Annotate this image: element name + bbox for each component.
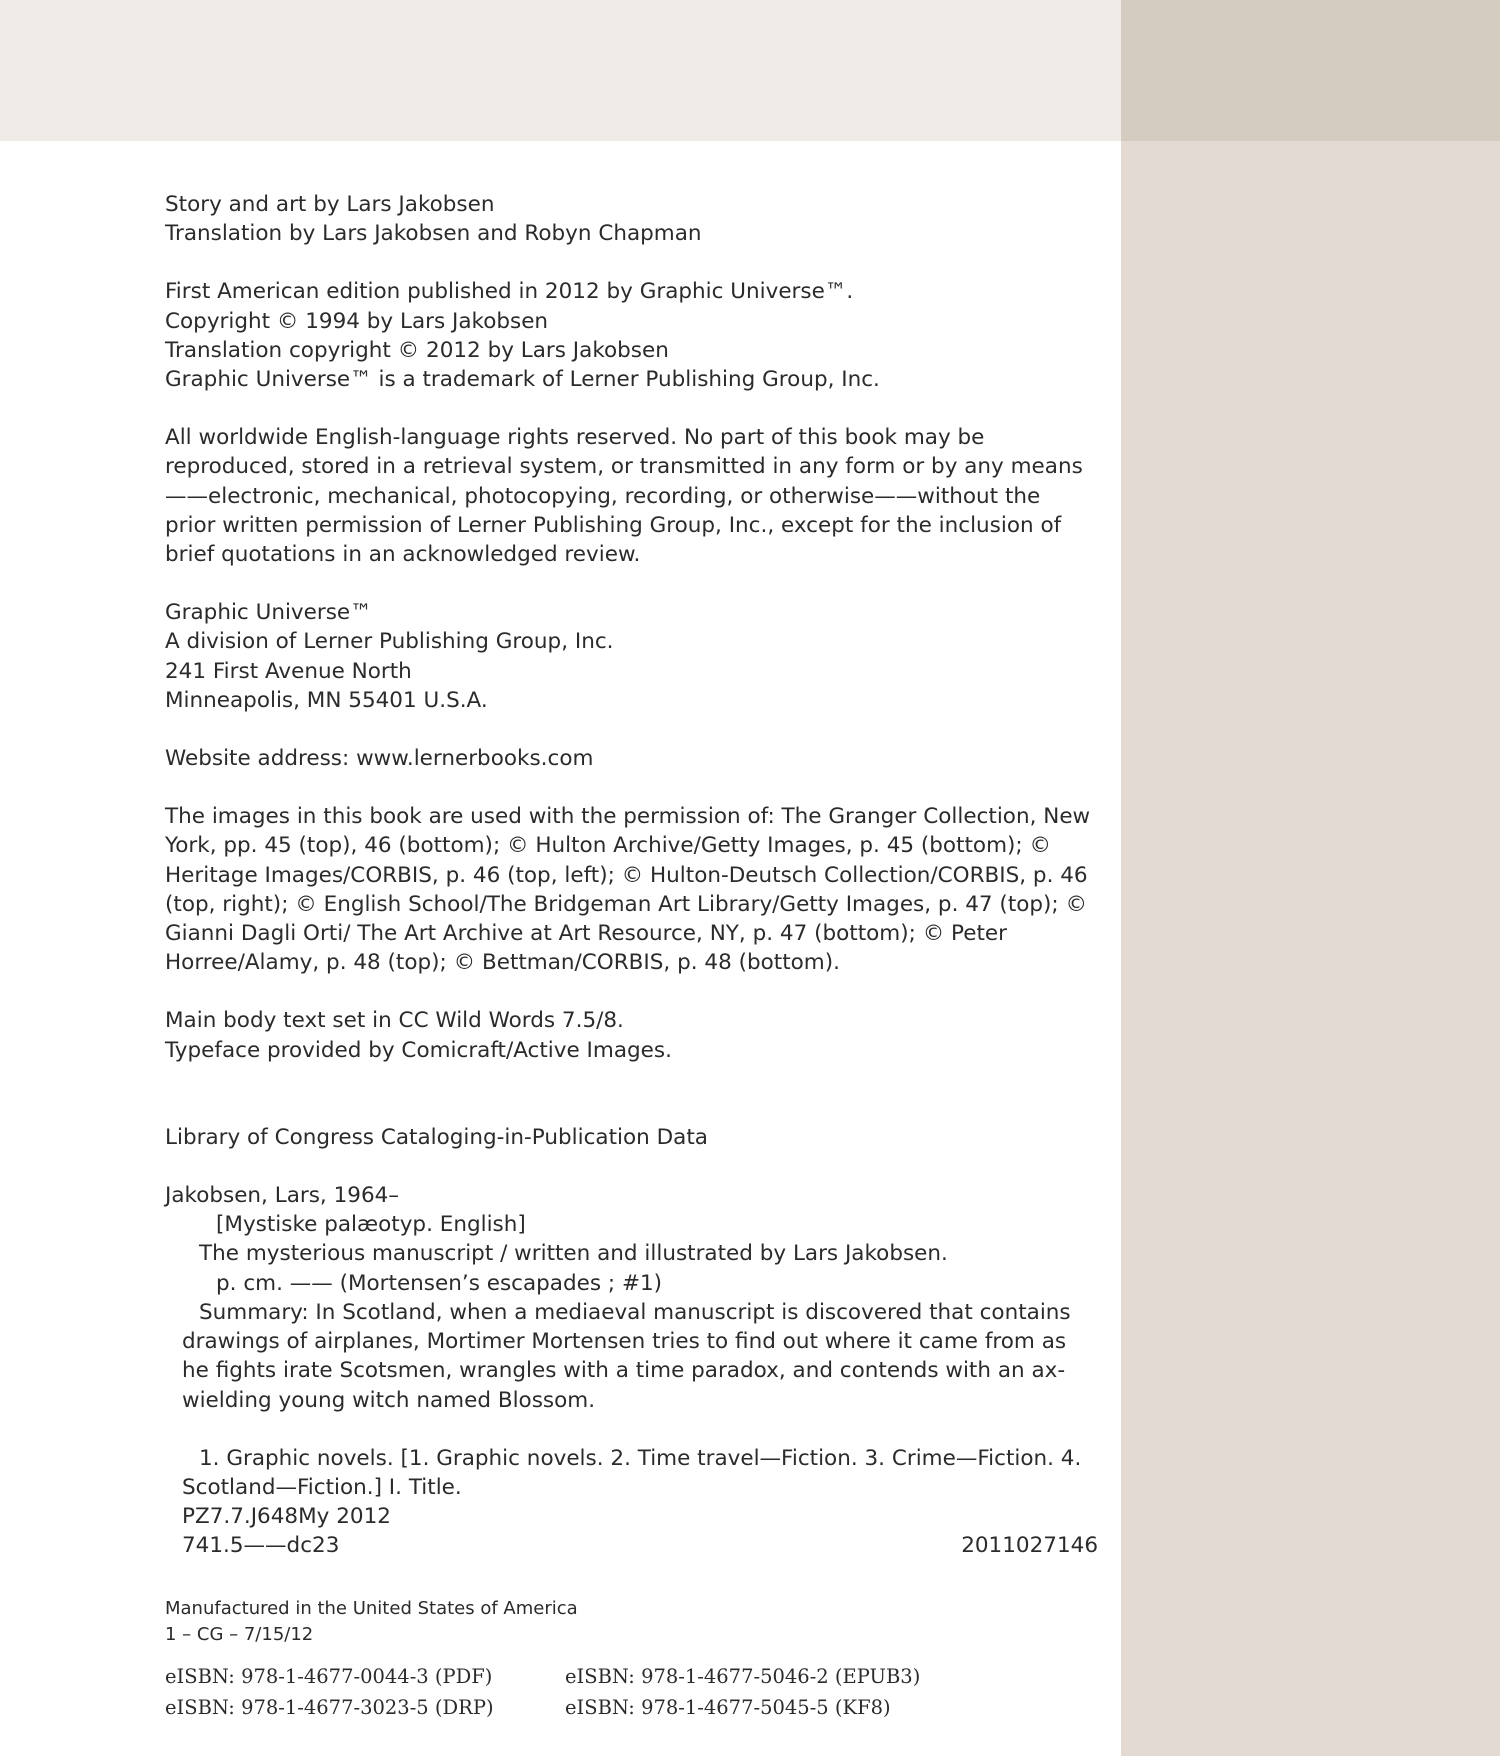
top-band [0, 0, 1121, 141]
copyright-page-content [165, 190, 1098, 1561]
isbn-row [165, 1661, 965, 1692]
isbn-drp: eISBN: 978-1-4677-3023-5 (DRP) [165, 1696, 494, 1719]
isbn-kf8: eISBN: 978-1-4677-5045-5 (KF8) [565, 1696, 891, 1719]
cip-summary: Summary: In Scotland, when a mediaeval manuscript is discovered that contains drawings of airplanes, Mortimer Mortensen tries to find out where it came from as he fights irate Scotsmen, wrangles with a time paradox, and contends with an ax-wielding young witch named Blossom. [182, 1299, 1071, 1413]
trademark-line: Graphic Universe™ is a trademark of Lerner Publishing Group, Inc. [165, 367, 880, 393]
cip-dewey: 741.5——dc23 [182, 1533, 340, 1559]
translation-copyright-line: Translation copyright © 2012 by Lars Jakobsen [165, 337, 669, 363]
copyright-line: Copyright © 1994 by Lars Jakobsen [165, 308, 549, 334]
cip-physical: p. cm. —— (Mortensen’s escapades ; #1) [216, 1270, 663, 1296]
cip-original-title: [Mystiske palæotyp. English] [216, 1212, 526, 1238]
story-credit: Story and art by Lars Jakobsen [165, 192, 495, 217]
publisher-street: 241 First Avenue North [165, 658, 412, 684]
isbn-pdf: eISBN: 978-1-4677-0044-3 (PDF) [165, 1665, 493, 1688]
publisher-city: Minneapolis, MN 55401 U.S.A. [165, 687, 488, 713]
publisher-division: A division of Lerner Publishing Group, Inc. [165, 629, 614, 655]
manufactured-country: Manufactured in the United States of America [165, 1598, 578, 1619]
cip-dewey-row [165, 1531, 1098, 1560]
typeface-provided-line: Typeface provided by Comicraft/Active Images. [165, 1037, 672, 1063]
manufacturing-info [165, 1596, 578, 1647]
cip-block [165, 1123, 1098, 1561]
isbn-block [165, 1661, 965, 1723]
isbn-row [165, 1692, 965, 1723]
manufactured-batch: 1 – CG – 7/15/12 [165, 1623, 314, 1645]
side-panel [1121, 141, 1500, 1756]
typeface-body-line: Main body text set in CC Wild Words 7.5/8. [165, 1008, 624, 1034]
image-credits-paragraph: The images in this book are used with the permission of: The Granger Collection, New York, pp. 45 (top), 46 (bottom); © Hulton Archive/Getty Images, p. 45 (bottom); © Heritage Images/CORBIS, p. 46 (top, left); © Hulton-Deutsch Collection/CORBIS, p. 46 (top, right); © English School/The Bridgeman Art Library/Getty Images, p. 47 (top); © Gianni Dagli Orti/ The Art Archive at Art Resource, NY, p. 47 (bottom); © Peter Horree/Alamy, p. 48 (top); © Bettman/CORBIS, p. 48 (bottom). [165, 804, 1091, 976]
publisher-name: Graphic Universe™ [165, 600, 372, 626]
website-line: Website address: www.lernerbooks.com [165, 746, 594, 772]
cip-lccn: 2011027146 [961, 1533, 1098, 1559]
cip-heading: Library of Congress Cataloging-in-Publication Data [165, 1124, 708, 1150]
isbn-epub3: eISBN: 978-1-4677-5046-2 (EPUB3) [565, 1665, 921, 1688]
top-band-right [1121, 0, 1500, 141]
cip-subjects: 1. Graphic novels. [1. Graphic novels. 2. Time travel—Fiction. 3. Crime—Fiction. 4. Scotland—Fiction.] I. Title. [182, 1445, 1082, 1500]
first-edition-line: First American edition published in 2012 by Graphic Universe™. [165, 279, 854, 305]
cip-lc-class: PZ7.7.J648My 2012 [182, 1504, 391, 1530]
cip-author: Jakobsen, Lars, 1964– [165, 1183, 400, 1209]
cip-title: The mysterious manuscript / written and illustrated by Lars Jakobsen. [199, 1241, 948, 1267]
rights-paragraph: All worldwide English-language rights reserved. No part of this book may be reproduced, stored in a retrieval system, or transmitted in any form or by any means——electronic, mechanical, photocopying, recording, or otherwise——without the prior written permission of Lerner Publishing Group, Inc., except for the inclusion of brief quotations in an acknowledged review. [165, 425, 1083, 568]
translation-credit: Translation by Lars Jakobsen and Robyn Chapman [165, 221, 702, 247]
